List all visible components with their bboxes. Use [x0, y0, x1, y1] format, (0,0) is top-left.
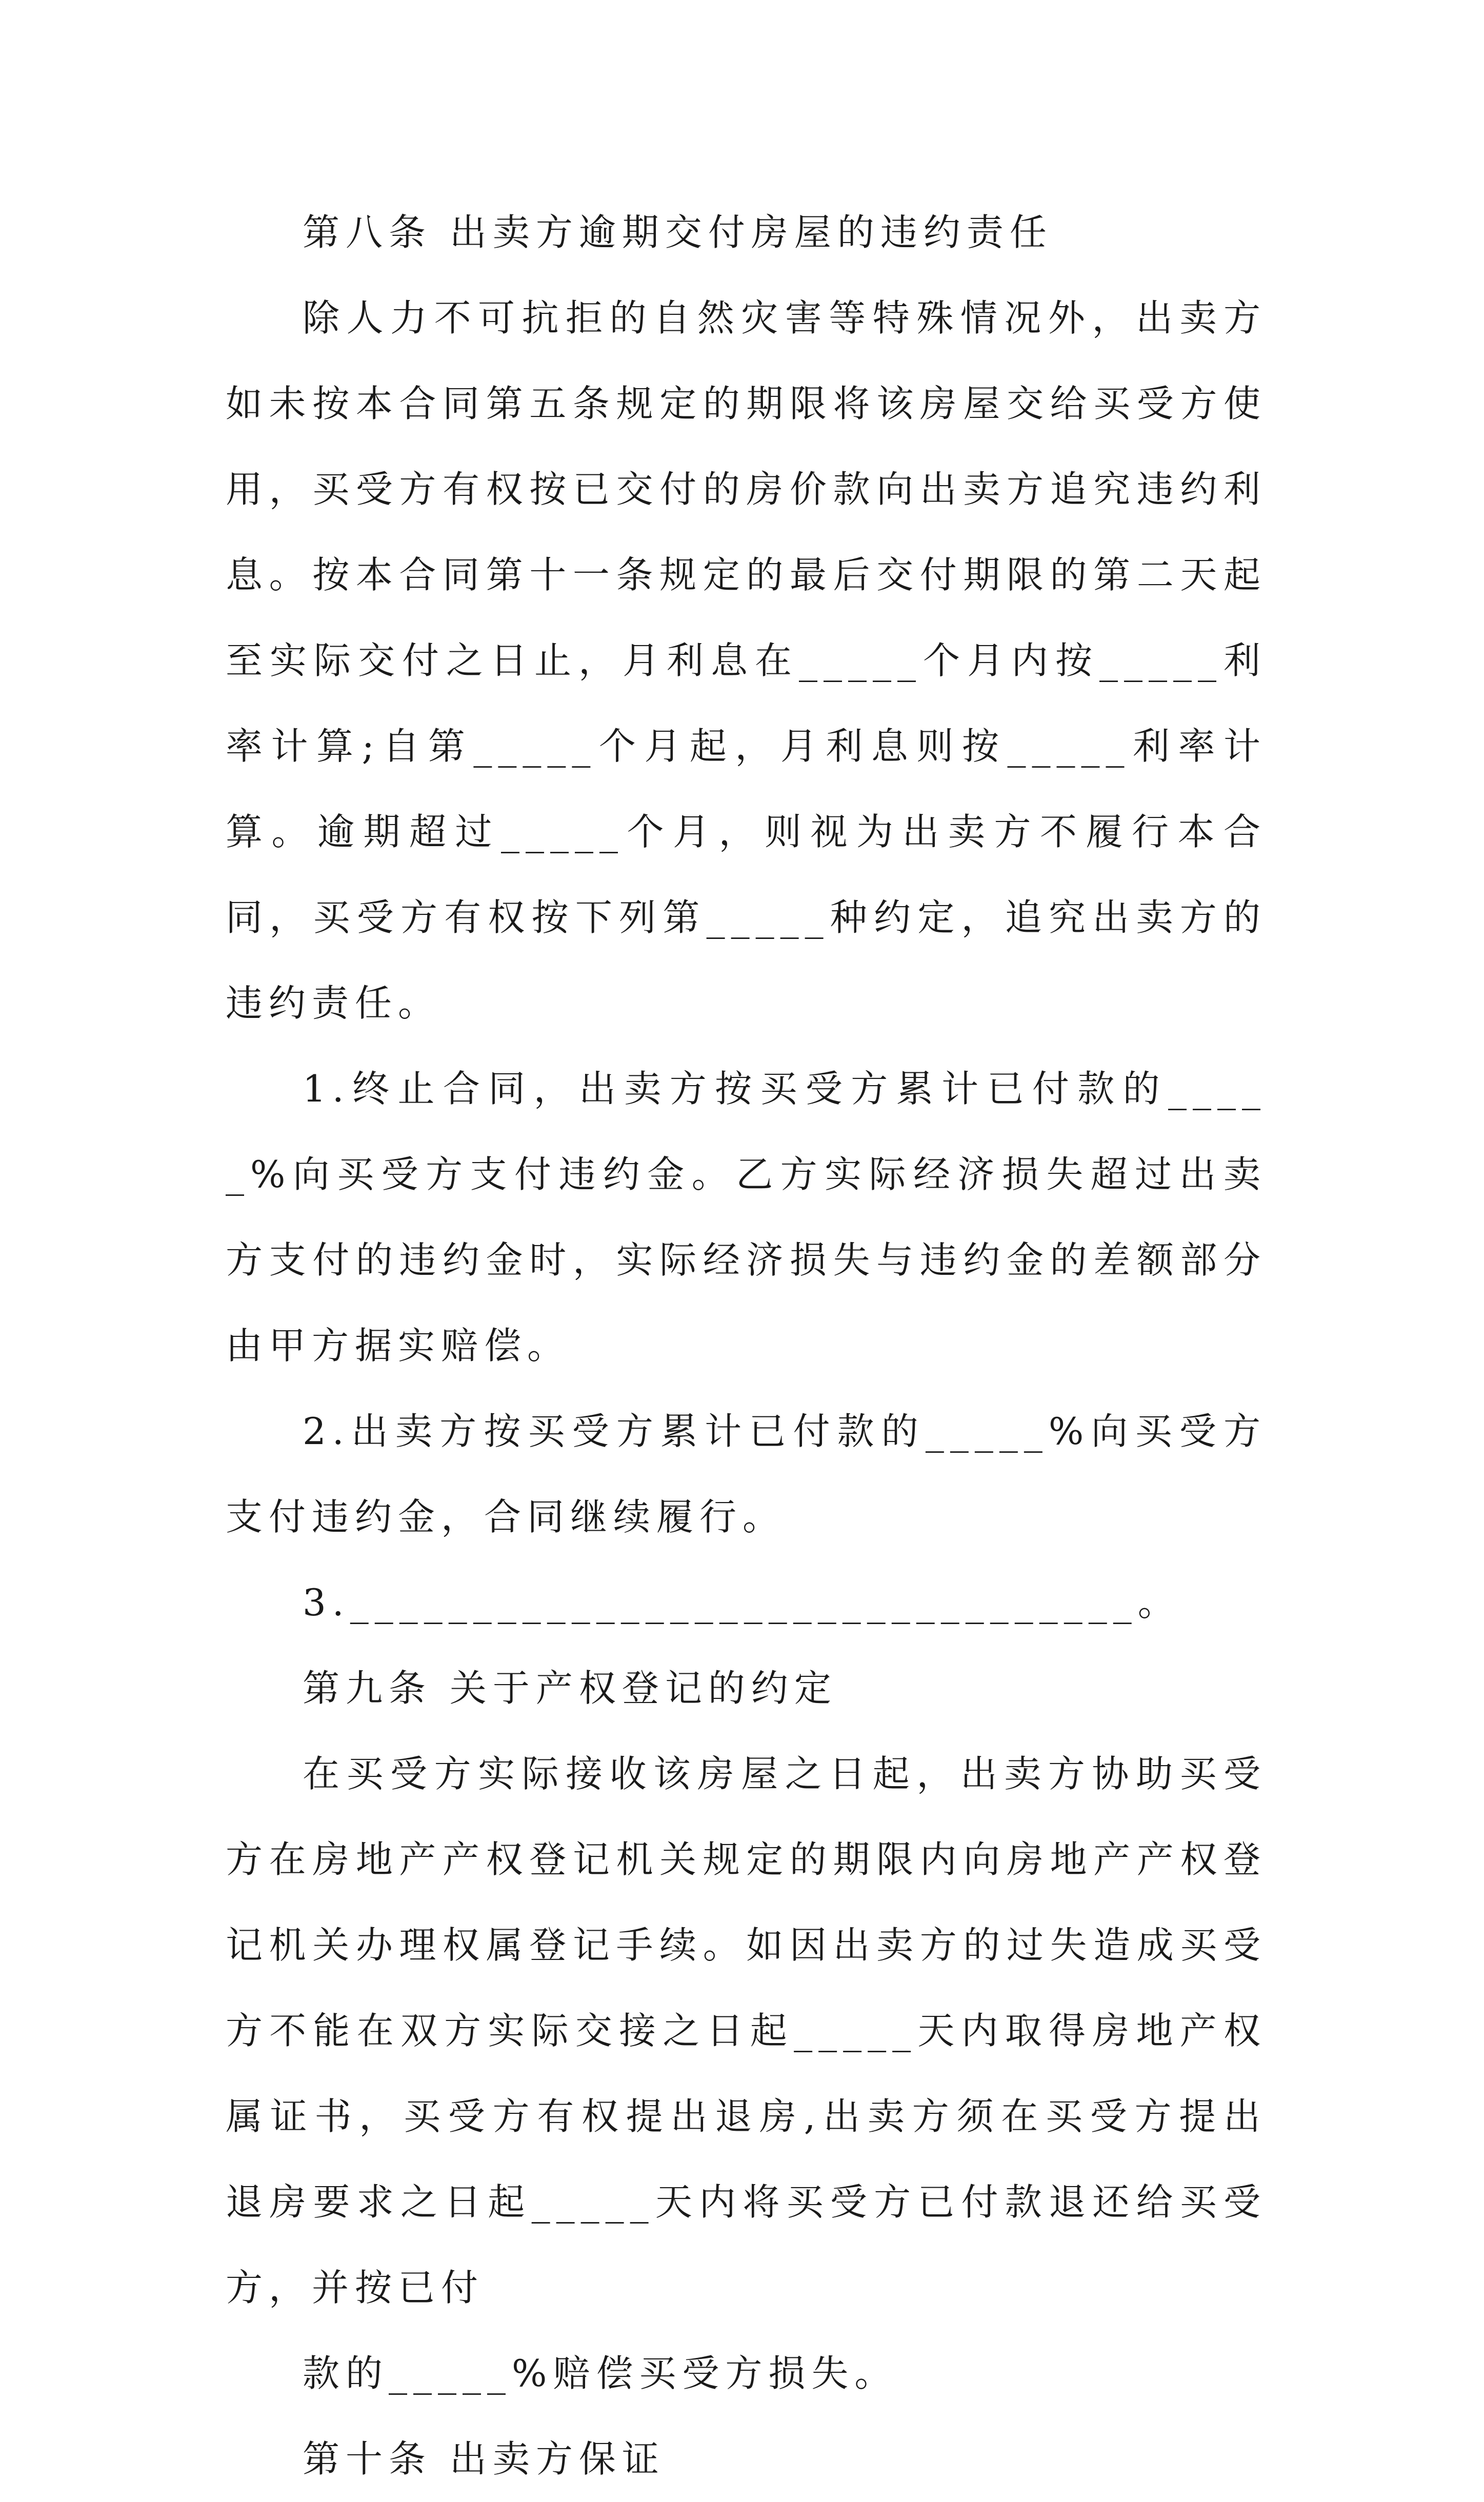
article-8-item-2: 2.出卖方按买受方累计已付款的_____%向买受方支付违约金，合同继续履行。 — [226, 1410, 1267, 1538]
article-10-title: 第十条 出卖方保证 — [303, 2437, 665, 2480]
article-8-body: 除人力不可抗拒的自然灾害等特殊情况外，出卖方如未按本合同第五条规定的期限将该房屋交给买受方使用，买受方有权按已交付的房价款向出卖方追究违约利息。按本合同第十一条规定的最后交付期限的第二天起至实际交付之日止，月利息在_____个月内按_____利率计算;自第_____个月起，月利息则按_____利率计算。逾期超过_____个月，则视为出卖方不履行本合同，买受方有权按下列第_____种约定，追究出卖方的违约责任。 — [226, 296, 1267, 1025]
document-body — [226, 190, 1267, 2502]
article-8-title: 第八条 出卖方逾期交付房屋的违约责任 — [303, 211, 1053, 254]
article-8-item-1: 1.终止合同，出卖方按买受方累计已付款的_____%向买受方支付违约金。乙方实际经济损失超过出卖方支付的违约金时，实际经济损失与违约金的差额部分由甲方据实赔偿。 — [226, 1067, 1267, 1367]
article-9-tail: 款的_____%赔偿买受方损失。 — [303, 2352, 898, 2395]
article-9-title: 第九条 关于产权登记的约定 — [303, 1667, 837, 1710]
article-9-body: 在买受方实际接收该房屋之日起，出卖方协助买受方在房地产产权登记机关规定的期限内向房地产产权登记机关办理权属登记手续。如因出卖方的过失造成买受方不能在双方实际交接之日起_____天内取得房地产权属证书，买受方有权提出退房,出卖方须在买受方提出退房要求之日起_____天内将买受方已付款退还给买受方，并按已付 — [226, 1752, 1267, 2309]
article-8-item-3: 3.________________________________。 — [303, 1581, 1181, 1624]
